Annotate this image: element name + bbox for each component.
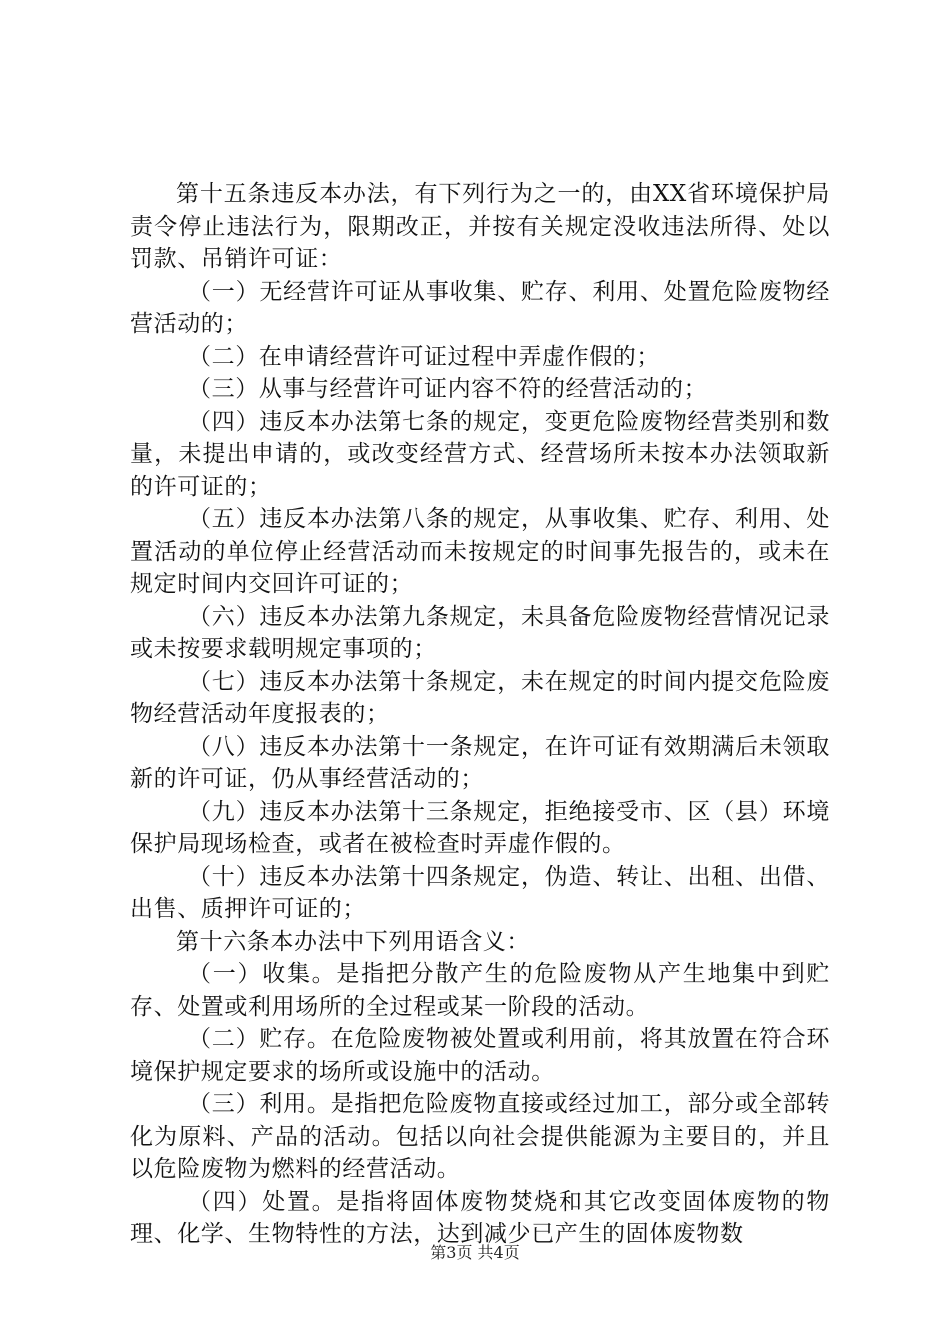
document-body xyxy=(130,178,830,1251)
article-15-item-1: （一）无经营许可证从事收集、贮存、利用、处置危险废物经营活动的； xyxy=(130,278,830,337)
article-15-item-10: （十）违反本办法第十四条规定，伪造、转让、出租、出借、出售、质押许可证的； xyxy=(130,863,830,922)
article-16-item-1: （一）收集。是指把分散产生的危险废物从产生地集中到贮存、处置或利用场所的全过程或某一阶段的活动。 xyxy=(130,961,830,1020)
article-15-item-2: （二）在申请经营许可证过程中弄虚作假的； xyxy=(188,343,660,370)
article-16-item-3: （三）利用。是指把危险废物直接或经过加工，部分或全部转化为原料、产品的活动。包括以向社会提供能源为主要目的，并且以危险废物为燃料的经营活动。 xyxy=(130,1091,830,1182)
article-15-item-7: （七）违反本办法第十条规定，未在规定的时间内提交危险废物经营活动年度报表的； xyxy=(130,668,830,727)
article-16: 第十六条本办法中下列用语含义： xyxy=(176,928,530,955)
article-15-item-9: （九）违反本办法第十三条规定，拒绝接受市、区（县）环境保护局现场检查，或者在被检查时弄虚作假的。 xyxy=(130,798,830,857)
page-footer: 第3页 共4页 xyxy=(430,1243,520,1262)
article-15-item-8: （八）违反本办法第十一条规定，在许可证有效期满后未领取新的许可证，仍从事经营活动的； xyxy=(130,733,830,792)
article-15: 第十五条违反本办法，有下列行为之一的，由XX省环境保护局责令停止违法行为，限期改正，并按有关规定没收违法所得、处以罚款、吊销许可证： xyxy=(130,181,830,272)
article-15-item-5: （五）违反本办法第八条的规定，从事收集、贮存、利用、处置活动的单位停止经营活动而未按规定的时间事先报告的，或未在规定时间内交回许可证的； xyxy=(130,506,830,597)
article-15-item-4: （四）违反本办法第七条的规定，变更危险废物经营类别和数量，未提出申请的，或改变经营方式、经营场所未按本办法领取新的许可证的； xyxy=(130,408,830,500)
article-16-item-4: （四）处置。是指将固体废物焚烧和其它改变固体废物的物理、化学、生物特性的方法，达到减少已产生的固体废物数 xyxy=(130,1188,830,1247)
article-15-item-3: （三）从事与经营许可证内容不符的经营活动的； xyxy=(188,376,708,402)
article-15-item-6: （六）违反本办法第九条规定，未具备危险废物经营情况记录或未按要求载明规定事项的； xyxy=(130,603,830,662)
article-16-item-2: （二）贮存。在危险废物被处置或利用前，将其放置在符合环境保护规定要求的场所或设施中的活动。 xyxy=(130,1026,830,1085)
